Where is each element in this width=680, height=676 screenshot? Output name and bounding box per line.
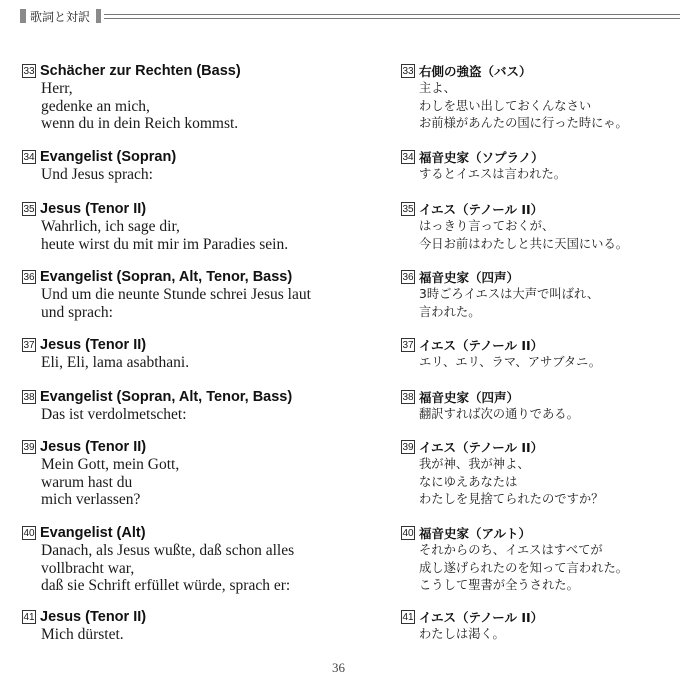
lyric-entry [401, 387, 579, 424]
track-number: 35 [402, 203, 414, 215]
track-number: 39 [402, 441, 414, 453]
entry-heading [401, 61, 628, 80]
entry-heading [22, 335, 189, 354]
voice-role: Jesus (Tenor II) [40, 608, 147, 625]
lyric-entry [401, 267, 599, 321]
track-number: 34 [23, 151, 35, 163]
lyric-entry [22, 523, 294, 595]
lyric-line: 言われた。 [419, 304, 481, 319]
track-number: 34 [402, 151, 414, 163]
entry-heading [401, 387, 579, 406]
lyric-line: するとイエスは言われた。 [419, 167, 567, 181]
lyric-entry [401, 61, 628, 133]
lyric-line: warum hast du [41, 473, 133, 491]
lyric-entry [22, 199, 288, 253]
track-number: 35 [23, 203, 35, 215]
lyric-entry [22, 267, 311, 321]
entry-heading [401, 523, 628, 542]
lyric-entry [401, 199, 628, 253]
section-header [0, 0, 680, 30]
track-number: 38 [402, 391, 414, 403]
lyric-entry [22, 61, 241, 133]
entry-heading [22, 267, 311, 286]
entry-heading [401, 267, 599, 286]
lyric-line: わたしは渇く。 [419, 627, 505, 641]
track-number: 40 [23, 527, 35, 539]
lyric-line: gedenke an mich, [41, 97, 150, 115]
entry-heading [22, 199, 288, 218]
track-number: 41 [402, 611, 414, 623]
voice-role: Jesus (Tenor II) [40, 438, 147, 455]
lyric-line: Eli, Eli, lama asabthani. [41, 354, 190, 371]
lyric-line: Herr, [41, 80, 73, 97]
section-title: 歌詞と対訳 [30, 10, 91, 24]
voice-role: イエス（テノール II） [419, 201, 544, 217]
lyric-line: heute wirst du mit mir im Paradies sein. [41, 235, 289, 253]
lyric-line: エリ、エリ、ラマ、アサブタニ。 [419, 355, 601, 369]
voice-role: Evangelist (Sopran) [40, 148, 177, 165]
entry-heading [22, 607, 146, 626]
lyric-line: 我が神、我が神よ、 [419, 457, 530, 471]
lyric-line: それからのち、イエスはすべてが [419, 543, 603, 557]
track-number: 37 [402, 339, 414, 351]
entry-heading [22, 147, 176, 166]
entry-heading [401, 607, 543, 626]
header-bar-left [20, 9, 26, 23]
lyric-line: はっきり言っておくが、 [419, 219, 555, 233]
voice-role: Evangelist (Sopran, Alt, Tenor, Bass) [40, 268, 293, 285]
voice-role: Evangelist (Sopran, Alt, Tenor, Bass) [40, 388, 293, 405]
lyric-line: Danach, als Jesus wußte, daß schon alles [41, 542, 295, 559]
lyric-line: Und Jesus sprach: [41, 166, 153, 183]
track-number: 40 [402, 527, 414, 539]
lyric-entry [22, 147, 176, 184]
voice-role: 福音史家（アルト） [419, 525, 532, 541]
entry-heading [401, 147, 566, 166]
lyric-entry [401, 335, 601, 372]
track-number: 36 [402, 271, 414, 283]
lyric-line: Und um die neunte Stunde schrei Jesus laut [41, 286, 311, 303]
entry-heading [401, 199, 628, 218]
header-bar-right [96, 9, 101, 23]
lyric-entry [22, 387, 292, 424]
lyric-line: und sprach: [41, 303, 113, 321]
lyric-entry [401, 523, 628, 595]
page-number: 36 [332, 660, 345, 675]
entry-heading [22, 61, 241, 80]
lyric-line: 主よ、 [419, 81, 456, 95]
lyric-line: wenn du in dein Reich kommst. [41, 115, 239, 132]
voice-role: イエス（テノール II） [419, 439, 544, 455]
entry-heading [22, 437, 179, 456]
lyric-entry [401, 437, 603, 509]
voice-role: イエス（テノール II） [419, 337, 544, 353]
lyric-line: 成し遂げられたのを知って言われた。 [419, 560, 629, 575]
track-number: 36 [23, 271, 35, 283]
lyric-line: お前様があんたの国に行った時にゃ。 [419, 116, 628, 130]
lyric-line: 今日お前はわたしと共に天国にいる。 [419, 236, 629, 251]
voice-role: 福音史家（四声） [419, 269, 520, 285]
lyric-entry [22, 335, 189, 372]
voice-role: イエス（テノール II） [419, 609, 544, 625]
track-number: 41 [23, 611, 35, 623]
lyric-line: Mein Gott, mein Gott, [41, 456, 180, 473]
lyric-line: わしを思い出しておくんなさい [419, 98, 592, 113]
track-number: 33 [23, 65, 35, 77]
voice-role: Evangelist (Alt) [40, 524, 146, 541]
lyric-line: 3時ごろイエスは大声で叫ばれ、 [419, 287, 600, 301]
track-number: 33 [402, 65, 414, 77]
lyric-entry [22, 607, 146, 644]
lyric-line: Wahrlich, ich sage dir, [41, 218, 180, 235]
lyric-line: vollbracht war, [41, 559, 135, 577]
track-number: 38 [23, 391, 35, 403]
entry-heading [401, 335, 601, 354]
lyric-line: Mich dürstet. [41, 626, 124, 643]
lyric-line: Das ist verdolmetschet: [41, 406, 187, 423]
voice-role: Jesus (Tenor II) [40, 336, 147, 353]
voice-role: 福音史家（四声） [419, 389, 520, 405]
lyric-line: 翻訳すれば次の通りである。 [419, 407, 579, 421]
lyric-entry [401, 147, 566, 184]
entry-heading [401, 437, 603, 456]
voice-role: Jesus (Tenor II) [40, 200, 147, 217]
track-number: 39 [23, 441, 35, 453]
lyric-entry [401, 607, 543, 644]
lyric-entry [22, 437, 179, 509]
lyric-line: mich verlassen? [41, 491, 141, 508]
voice-role: 右側の強盗（バス） [419, 63, 532, 79]
lyric-line: daß sie Schrift erfüllet würde, sprach er: [41, 577, 291, 594]
header-rule [104, 14, 680, 19]
track-number: 37 [23, 339, 35, 351]
voice-role: Schächer zur Rechten (Bass) [40, 62, 241, 79]
lyric-line: わたしを見捨てられたのですか？ [419, 492, 604, 506]
lyric-line: こうして聖書が全うされた。 [419, 578, 579, 592]
voice-role: 福音史家（ソプラノ） [419, 149, 544, 165]
lyric-line: なにゆえあなたは [419, 474, 518, 489]
entry-heading [22, 523, 294, 542]
entry-heading [22, 387, 292, 406]
